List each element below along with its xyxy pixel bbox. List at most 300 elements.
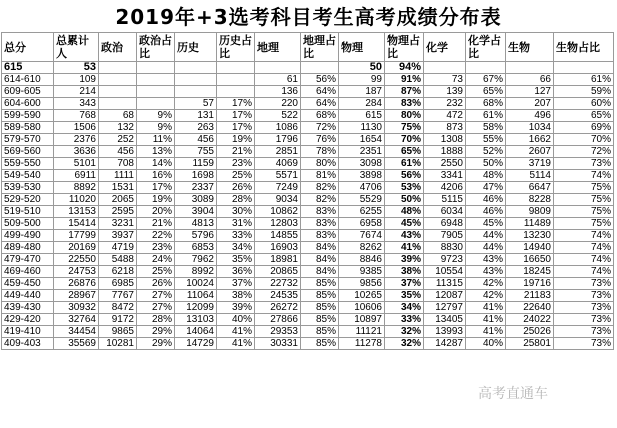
column-header: 历史 (175, 33, 217, 62)
table-row (2, 98, 614, 110)
table-cell: 449-440 (2, 290, 54, 302)
table-cell: 31% (217, 218, 255, 230)
table-cell: 36% (217, 266, 255, 278)
table-cell: 42% (466, 290, 506, 302)
table-cell: 73% (554, 326, 614, 338)
table-cell: 17799 (54, 230, 99, 242)
table-cell: 8472 (99, 302, 137, 314)
table-cell: 44% (466, 230, 506, 242)
table-cell: 73% (554, 314, 614, 326)
table-cell: 5114 (506, 170, 554, 182)
table-cell: 35% (385, 290, 424, 302)
table-cell: 22550 (54, 254, 99, 266)
table-row (2, 266, 614, 278)
table-cell: 14729 (175, 338, 217, 350)
table-row (2, 122, 614, 134)
table-cell: 65% (466, 86, 506, 98)
table-cell: 2550 (424, 158, 466, 170)
table-cell: 220 (255, 98, 301, 110)
table-cell: 53 (54, 62, 99, 74)
table-cell: 132 (99, 122, 137, 134)
table-cell: 75% (385, 122, 424, 134)
table-cell: 9723 (424, 254, 466, 266)
table-cell: 22732 (255, 278, 301, 290)
table-cell: 33% (385, 314, 424, 326)
table-cell: 17% (217, 122, 255, 134)
table-cell: 6034 (424, 206, 466, 218)
table-cell: 61 (255, 74, 301, 86)
table-cell (99, 74, 137, 86)
table-cell: 10554 (424, 266, 466, 278)
table-row (2, 326, 614, 338)
table-cell: 22640 (506, 302, 554, 314)
table-cell (137, 98, 175, 110)
table-cell: 60% (554, 98, 614, 110)
table-cell: 65% (554, 110, 614, 122)
table-cell: 66 (506, 74, 554, 86)
table-cell: 9% (137, 122, 175, 134)
table-cell: 64% (301, 98, 339, 110)
table-row (2, 242, 614, 254)
table-cell (99, 62, 137, 74)
table-cell: 7674 (339, 230, 385, 242)
table-cell: 20% (137, 206, 175, 218)
table-cell: 28967 (54, 290, 99, 302)
table-cell: 85% (301, 302, 339, 314)
table-cell: 11315 (424, 278, 466, 290)
table-cell: 9% (137, 110, 175, 122)
table-cell: 56% (385, 170, 424, 182)
table-cell: 589-580 (2, 122, 54, 134)
table-row (2, 134, 614, 146)
table-cell: 2595 (99, 206, 137, 218)
table-cell: 37% (217, 278, 255, 290)
table-cell: 529-520 (2, 194, 54, 206)
table-cell: 1888 (424, 146, 466, 158)
column-header: 总分 (2, 33, 54, 62)
table-cell: 72% (554, 146, 614, 158)
table-cell (255, 62, 301, 74)
table-row (2, 158, 614, 170)
table-cell: 26876 (54, 278, 99, 290)
table-cell: 4719 (99, 242, 137, 254)
table-cell: 14855 (255, 230, 301, 242)
table-cell: 873 (424, 122, 466, 134)
table-cell: 84% (301, 242, 339, 254)
table-cell: 72% (301, 122, 339, 134)
watermark: 高考直通车 (478, 386, 548, 402)
table-cell: 252 (99, 134, 137, 146)
table-cell: 74% (554, 230, 614, 242)
table-cell: 4206 (424, 182, 466, 194)
table-cell: 47% (466, 182, 506, 194)
table-cell: 609-605 (2, 86, 54, 98)
table-cell: 19716 (506, 278, 554, 290)
table-cell: 25% (137, 266, 175, 278)
table-cell: 15414 (54, 218, 99, 230)
table-cell: 99 (339, 74, 385, 86)
table-cell: 80% (385, 110, 424, 122)
table-cell: 131 (175, 110, 217, 122)
table-cell: 14287 (424, 338, 466, 350)
table-cell: 6647 (506, 182, 554, 194)
table-row (2, 110, 614, 122)
table-cell: 5115 (424, 194, 466, 206)
table-body (2, 62, 614, 350)
table-cell: 57 (175, 98, 217, 110)
table-cell: 61% (466, 110, 506, 122)
table-row (2, 218, 614, 230)
table-cell: 73% (554, 290, 614, 302)
score-distribution-table (1, 32, 614, 350)
table-cell: 32764 (54, 314, 99, 326)
table-cell: 23% (137, 242, 175, 254)
table-cell: 25% (217, 170, 255, 182)
table-cell: 456 (99, 146, 137, 158)
table-cell: 10024 (175, 278, 217, 290)
table-cell (217, 74, 255, 86)
table-cell: 11% (137, 134, 175, 146)
table-cell: 75% (554, 182, 614, 194)
table-cell: 24753 (54, 266, 99, 278)
table-row (2, 338, 614, 350)
table-cell: 8992 (175, 266, 217, 278)
table-cell: 78% (301, 146, 339, 158)
table-cell: 39% (385, 254, 424, 266)
table-cell: 94% (385, 62, 424, 74)
table-cell: 207 (506, 98, 554, 110)
table-cell: 74% (554, 170, 614, 182)
table-cell: 82% (301, 194, 339, 206)
table-cell: 579-570 (2, 134, 54, 146)
table-cell: 34% (385, 302, 424, 314)
table-cell: 1130 (339, 122, 385, 134)
table-cell: 73% (554, 158, 614, 170)
table-cell: 11064 (175, 290, 217, 302)
table-cell: 84% (301, 266, 339, 278)
table-cell: 81% (301, 170, 339, 182)
table-cell: 67% (466, 74, 506, 86)
table-cell: 80% (301, 158, 339, 170)
table-cell: 82% (301, 182, 339, 194)
column-header: 物理占比 (385, 33, 424, 62)
table-cell: 19% (217, 134, 255, 146)
table-cell: 2351 (339, 146, 385, 158)
table-cell: 136 (255, 86, 301, 98)
table-cell: 3719 (506, 158, 554, 170)
table-cell: 50% (385, 194, 424, 206)
table-cell (99, 98, 137, 110)
column-header: 生物 (506, 33, 554, 62)
table-cell: 109 (54, 74, 99, 86)
table-cell: 11020 (54, 194, 99, 206)
table-cell: 755 (175, 146, 217, 158)
table-cell: 2337 (175, 182, 217, 194)
table-cell: 28% (217, 194, 255, 206)
table-row (2, 254, 614, 266)
table-cell: 4069 (255, 158, 301, 170)
column-header: 政治 (99, 33, 137, 62)
table-cell: 22% (137, 230, 175, 242)
table-cell: 469-460 (2, 266, 54, 278)
table-cell: 75% (554, 218, 614, 230)
table-cell (175, 86, 217, 98)
table-cell: 8262 (339, 242, 385, 254)
table-cell: 6853 (175, 242, 217, 254)
table-row (2, 206, 614, 218)
table-cell: 2851 (255, 146, 301, 158)
table-cell: 37% (385, 278, 424, 290)
table-cell: 6958 (339, 218, 385, 230)
column-header: 化学 (424, 33, 466, 62)
table-cell (175, 74, 217, 86)
table-cell: 21183 (506, 290, 554, 302)
table-cell: 6911 (54, 170, 99, 182)
table-cell: 73% (554, 338, 614, 350)
table-row (2, 170, 614, 182)
table-cell (466, 62, 506, 74)
table-cell: 232 (424, 98, 466, 110)
table-cell: 9809 (506, 206, 554, 218)
table-cell: 263 (175, 122, 217, 134)
table-cell: 68% (301, 110, 339, 122)
table-cell: 24% (137, 254, 175, 266)
table-cell: 74% (554, 266, 614, 278)
table-cell: 539-530 (2, 182, 54, 194)
table-cell: 16650 (506, 254, 554, 266)
table-cell: 499-490 (2, 230, 54, 242)
table-cell: 768 (54, 110, 99, 122)
table-cell: 1308 (424, 134, 466, 146)
table-cell: 65% (385, 146, 424, 158)
table-row (2, 74, 614, 86)
table-cell: 519-510 (2, 206, 54, 218)
table-cell: 459-450 (2, 278, 54, 290)
table-cell: 12099 (175, 302, 217, 314)
table-cell: 2065 (99, 194, 137, 206)
table-cell: 21% (137, 218, 175, 230)
table-cell: 18245 (506, 266, 554, 278)
table-cell: 26% (137, 278, 175, 290)
table-cell: 14% (137, 158, 175, 170)
table-cell: 85% (301, 338, 339, 350)
table-cell (175, 62, 217, 74)
table-row (2, 194, 614, 206)
table-cell: 34% (217, 242, 255, 254)
table-cell: 615 (2, 62, 54, 74)
table-cell: 26272 (255, 302, 301, 314)
table-cell: 61% (554, 74, 614, 86)
table-cell: 17% (137, 182, 175, 194)
table-cell: 39% (217, 302, 255, 314)
table-cell: 549-540 (2, 170, 54, 182)
table-cell (99, 86, 137, 98)
table-cell: 19% (137, 194, 175, 206)
table-cell: 30331 (255, 338, 301, 350)
table-cell: 6948 (424, 218, 466, 230)
table-cell: 69% (554, 122, 614, 134)
table-cell: 18981 (255, 254, 301, 266)
table-cell: 496 (506, 110, 554, 122)
table-cell: 4706 (339, 182, 385, 194)
page-title: 2019年+3选考科目考生高考成绩分布表 (115, 5, 502, 29)
table-cell (301, 62, 339, 74)
table-cell: 14940 (506, 242, 554, 254)
table-cell: 1506 (54, 122, 99, 134)
table-cell: 83% (301, 218, 339, 230)
table-cell: 2376 (54, 134, 99, 146)
table-cell (554, 62, 614, 74)
table-cell: 38% (385, 266, 424, 278)
table-cell: 1111 (99, 170, 137, 182)
table-cell: 16903 (255, 242, 301, 254)
column-header: 政治占比 (137, 33, 175, 62)
table-cell: 59% (554, 86, 614, 98)
table-cell: 5796 (175, 230, 217, 242)
table-cell: 409-403 (2, 338, 54, 350)
table-cell: 13230 (506, 230, 554, 242)
table-cell: 48% (385, 206, 424, 218)
table-cell: 43% (466, 266, 506, 278)
table-cell: 1654 (339, 134, 385, 146)
table-cell: 7962 (175, 254, 217, 266)
table-cell: 25801 (506, 338, 554, 350)
table-cell: 569-560 (2, 146, 54, 158)
table-cell: 83% (301, 230, 339, 242)
table-cell: 84% (301, 254, 339, 266)
table-cell: 10862 (255, 206, 301, 218)
table-row (2, 314, 614, 326)
table-cell (137, 62, 175, 74)
table-cell: 9385 (339, 266, 385, 278)
table-cell: 64% (301, 86, 339, 98)
table-cell: 5488 (99, 254, 137, 266)
table-row (2, 302, 614, 314)
table-cell: 614-610 (2, 74, 54, 86)
table-cell: 34454 (54, 326, 99, 338)
table-cell: 8228 (506, 194, 554, 206)
table-cell: 343 (54, 98, 99, 110)
table-cell: 46% (466, 194, 506, 206)
table-cell: 28% (137, 314, 175, 326)
table-cell: 13405 (424, 314, 466, 326)
table-cell: 50 (339, 62, 385, 74)
column-header: 生物占比 (554, 33, 614, 62)
table-cell: 10265 (339, 290, 385, 302)
table-cell: 1796 (255, 134, 301, 146)
table-cell: 21% (217, 146, 255, 158)
table-cell: 73% (554, 302, 614, 314)
table-cell (137, 86, 175, 98)
table-cell: 3898 (339, 170, 385, 182)
table-cell: 1159 (175, 158, 217, 170)
table-cell: 9034 (255, 194, 301, 206)
table-cell: 127 (506, 86, 554, 98)
table-cell: 9856 (339, 278, 385, 290)
table-cell: 139 (424, 86, 466, 98)
table-cell: 11278 (339, 338, 385, 350)
table-cell: 5571 (255, 170, 301, 182)
table-cell: 8892 (54, 182, 99, 194)
table-cell: 214 (54, 86, 99, 98)
table-cell: 3904 (175, 206, 217, 218)
table-cell: 45% (385, 218, 424, 230)
table-cell: 1698 (175, 170, 217, 182)
table-cell: 17% (217, 110, 255, 122)
table-cell: 11121 (339, 326, 385, 338)
table-cell: 14064 (175, 326, 217, 338)
table-cell: 50% (466, 158, 506, 170)
table-cell: 489-480 (2, 242, 54, 254)
table-row (2, 146, 614, 158)
table-cell: 43% (385, 230, 424, 242)
table-row (2, 182, 614, 194)
table-cell (424, 62, 466, 74)
table-cell (217, 62, 255, 74)
table-cell: 12087 (424, 290, 466, 302)
table-cell: 4813 (175, 218, 217, 230)
table-cell: 35% (217, 254, 255, 266)
table-cell: 68% (466, 98, 506, 110)
table-cell: 76% (301, 134, 339, 146)
table-cell: 3231 (99, 218, 137, 230)
table-cell: 33% (217, 230, 255, 242)
table-cell: 38% (217, 290, 255, 302)
table-cell: 439-430 (2, 302, 54, 314)
table-cell: 30% (217, 206, 255, 218)
table-cell: 85% (301, 290, 339, 302)
table-cell (217, 86, 255, 98)
table-cell: 27% (137, 290, 175, 302)
table-cell: 13103 (175, 314, 217, 326)
table-cell: 3098 (339, 158, 385, 170)
table-cell: 27% (137, 302, 175, 314)
table-cell: 7767 (99, 290, 137, 302)
table-cell: 70% (385, 134, 424, 146)
column-header: 地理 (255, 33, 301, 62)
table-cell: 13% (137, 146, 175, 158)
table-row (2, 230, 614, 242)
table-cell: 56% (301, 74, 339, 86)
table-cell: 29353 (255, 326, 301, 338)
table-cell: 9865 (99, 326, 137, 338)
table-cell: 70% (554, 134, 614, 146)
table-cell: 32% (385, 338, 424, 350)
table-cell: 74% (554, 242, 614, 254)
table-cell: 16% (137, 170, 175, 182)
table-cell: 599-590 (2, 110, 54, 122)
table-cell: 40% (217, 314, 255, 326)
table-cell: 615 (339, 110, 385, 122)
table-cell: 708 (99, 158, 137, 170)
table-cell: 7905 (424, 230, 466, 242)
table-cell: 12797 (424, 302, 466, 314)
table-cell: 8830 (424, 242, 466, 254)
table-cell: 83% (385, 98, 424, 110)
table-cell: 1086 (255, 122, 301, 134)
column-header: 历史占比 (217, 33, 255, 62)
table-cell: 6255 (339, 206, 385, 218)
table-cell: 91% (385, 74, 424, 86)
table-cell (137, 74, 175, 86)
table-cell: 25026 (506, 326, 554, 338)
table-cell: 85% (301, 314, 339, 326)
table-cell: 456 (175, 134, 217, 146)
table-cell: 27866 (255, 314, 301, 326)
table-cell: 479-470 (2, 254, 54, 266)
table-cell: 41% (217, 338, 255, 350)
table-cell: 7249 (255, 182, 301, 194)
